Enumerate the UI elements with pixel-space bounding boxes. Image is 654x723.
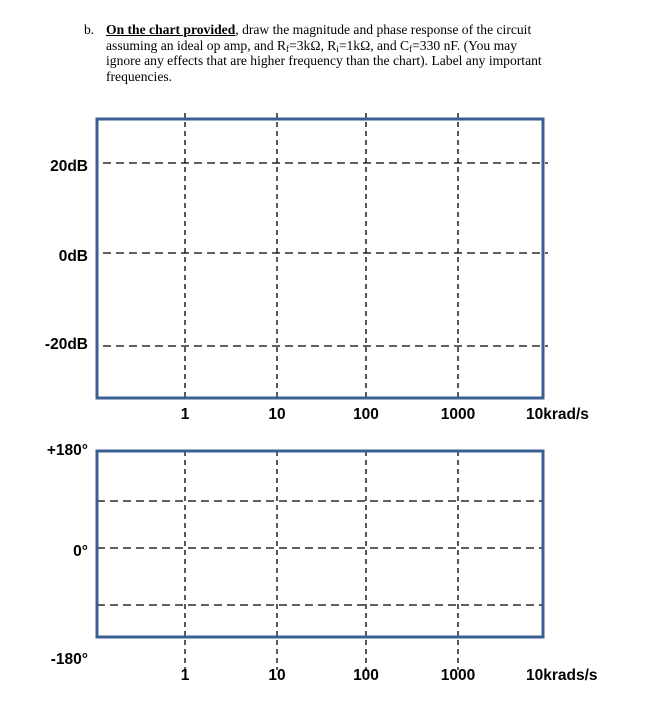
x-tick-label: 1 [180,406,190,423]
question-emphasis: On the chart provided [106,22,236,37]
x-tick-label: 10 [268,667,286,684]
x-tick-label: 1 [180,667,190,684]
x-tick-label: 10 [268,406,286,423]
y-tick-label: -20dB [44,336,88,353]
x-tick-label: 1000 [440,667,476,684]
question-line1: , draw the magnitude and phase response of the circuit [235,22,532,37]
question-line2-post: =330 nF. (You may [412,37,518,53]
ri-value: =1kΩ, and C [338,37,410,53]
x-tick-label: 10krad/s [526,406,589,423]
question-letter: b. [84,22,95,37]
cf-subscript: f [409,43,413,54]
y-tick-label: 0° [73,543,88,560]
phase-chart [47,442,598,684]
magnitude-chart [45,113,589,423]
y-tick-label: 20dB [50,158,88,175]
plot-frame [97,119,543,398]
x-tick-label: 10krads/s [526,667,598,684]
x-tick-label: 100 [353,406,379,423]
question-line4: frequencies. [106,68,173,84]
y-tick-label: 0dB [58,248,88,265]
rf-subscript: f [286,43,290,54]
ri-subscript: i [336,43,339,54]
rf-value: =3kΩ, R [289,37,337,53]
x-tick-label: 100 [353,667,379,684]
question-line2-pre: assuming an ideal op amp, and R [106,37,287,53]
question-line3: ignore any effects that are higher frequency than the chart). Label any important [106,53,542,68]
y-tick-label: -180° [50,651,88,668]
y-tick-label: +180° [46,442,88,459]
plot-frame [97,451,543,637]
x-tick-label: 1000 [440,406,476,423]
